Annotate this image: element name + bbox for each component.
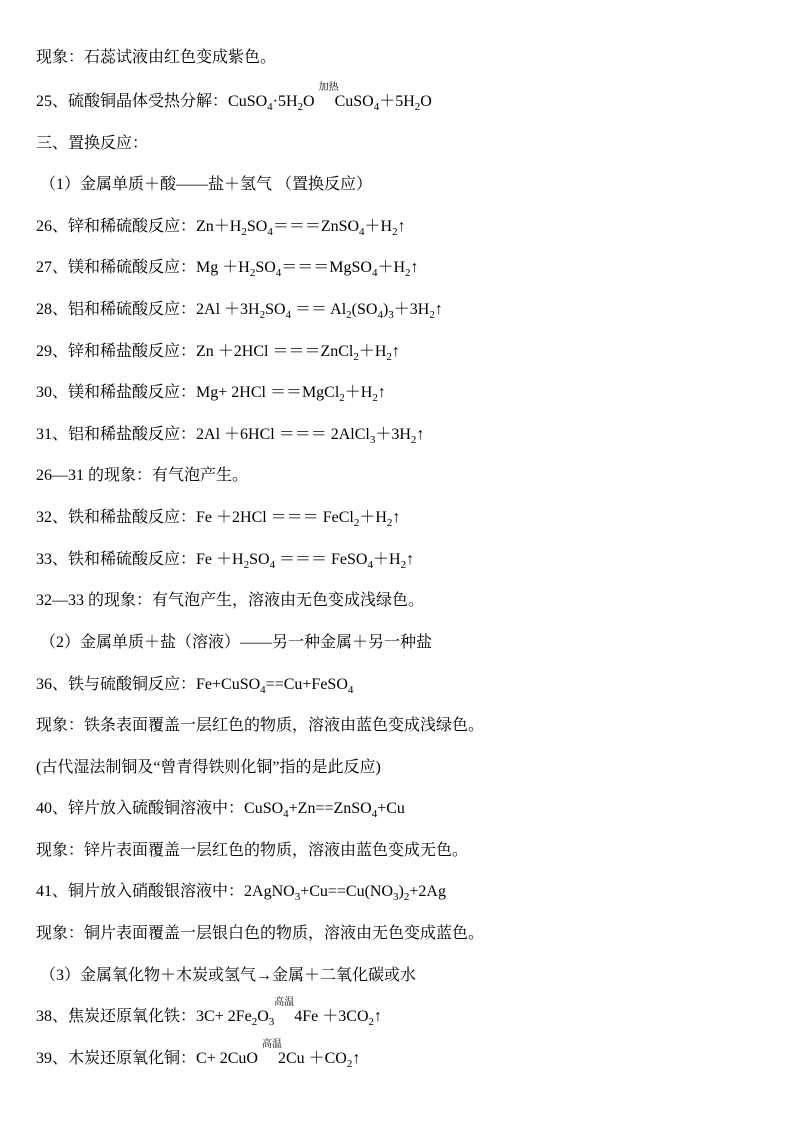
equation-line-26: 26、锌和稀硫酸反应：$Zn+H_2SO_4===ZnSO_4+H_2↑$ <box>36 218 406 238</box>
equation-line-40: 40、锌片放入硫酸铜溶液中：CuSO$_4$+Zn==ZnSO$_4$+Cu <box>36 800 405 820</box>
subsection-heading: （2）金属单质＋盐（溶液）——另一种金属＋另一种盐 <box>40 634 433 651</box>
equation-line-38: 38、焦炭还原氧化铁：$3C+ 2Fe_2O_3$ 高温 $4Fe +3CO_2↑$ <box>36 997 383 1028</box>
equation-line-41: 41、铜片放入硝酸银溶液中：$2AgNO_3+Cu==Cu(NO_3)_2+2Ag$ <box>36 883 446 903</box>
equation-line-32: 32、铁和稀盐酸反应：Fe ＋2HCl ＝＝＝ $FeCl_2+H_2↑$ <box>36 509 401 529</box>
equation: 2Al ＋6HCl ＝＝＝ $2AlCl_3+3H_2↑$ <box>196 426 425 446</box>
equation: $CuSO_4\cdot 5H_2O$ 加热 $CuSO_4+5H_2O$ <box>228 82 432 113</box>
equation-line-33: 33、铁和稀硫酸反应：$Fe +H_2SO_4$ ＝＝＝ $FeSO_4+H_2↑$ <box>36 551 415 571</box>
equation: $2Al +3H_2SO_4$ ＝＝ $Al_2(SO_4)_3+3H_2↑$ <box>196 301 443 321</box>
reaction-condition: 加热 <box>318 82 339 93</box>
equation: $Zn+H_2SO_4===ZnSO_4+H_2↑$ <box>196 218 406 238</box>
reaction-condition: 高温 <box>261 1039 282 1050</box>
note-line: (古代湿法制铜及“曾青得铁则化铜”指的是此反应) <box>36 759 381 776</box>
equation-line-39: 39、木炭还原氧化铜：C+ 2CuO 高温 $2Cu +CO_2↑$ <box>36 1039 361 1070</box>
equation: $Mg +H_2SO_4===MgSO_4+H_2↑$ <box>196 259 419 279</box>
text-line: 现象：石蕊试液由红色变成紫色。 <box>36 49 277 66</box>
phenomenon-line: 现象：铜片表面覆盖一层银白色的物质，溶液由无色变成蓝色。 <box>36 925 485 942</box>
equation: Fe ＋2HCl ＝＝＝ $FeCl_2+H_2↑$ <box>196 509 401 529</box>
phenomenon-line: 26—31 的现象：有气泡产生。 <box>36 467 249 484</box>
equation-line-29: 29、锌和稀盐酸反应：$Zn +2HCl ===ZnCl_2+H_2↑$ <box>36 343 400 363</box>
phenomenon-line: 32—33 的现象：有气泡产生，溶液由无色变成浅绿色。 <box>36 592 425 609</box>
equation: $2AgNO_3+Cu==Cu(NO_3)_2+2Ag$ <box>244 883 446 903</box>
phenomenon-line: 现象：铁条表面覆盖一层红色的物质，溶液由蓝色变成浅绿色。 <box>36 717 485 734</box>
equation-line-31: 31、铝和稀盐酸反应：2Al ＋6HCl ＝＝＝ $2AlCl_3+3H_2↑$ <box>36 426 425 446</box>
equation: $Mg+ 2HCl ==MgCl_2+H_2↑$ <box>196 384 386 404</box>
subsection-heading: （3）金属氧化物＋木炭或氢气→金属＋二氧化碳或水 <box>40 967 417 984</box>
equation: $Zn +2HCl ===ZnCl_2+H_2↑$ <box>196 343 400 363</box>
equation-line-36: 36、铁与硫酸铜反应：Fe+CuSO$_4$==Cu+FeSO$_4$ <box>36 676 354 696</box>
equation: $Fe +H_2SO_4$ ＝＝＝ $FeSO_4+H_2↑$ <box>196 551 415 571</box>
equation-line-30: 30、镁和稀盐酸反应：$Mg+ 2HCl ==MgCl_2+H_2↑$ <box>36 384 386 404</box>
phenomenon-line: 现象：锌片表面覆盖一层红色的物质，溶液由蓝色变成无色。 <box>36 842 469 859</box>
equation: Fe+CuSO$_4$==Cu+FeSO$_4$ <box>196 676 354 696</box>
equation: $3C+ 2Fe_2O_3$ 高温 $4Fe +3CO_2↑$ <box>196 997 383 1028</box>
reaction-condition: 高温 <box>274 997 295 1008</box>
equation-line-25: 25、硫酸铜晶体受热分解：$CuSO_4\cdot 5H_2O$ 加热 $CuSO_4+5H_2O$ <box>36 82 432 113</box>
equation-line-27: 27、镁和稀硫酸反应：$Mg +H_2SO_4===MgSO_4+H_2↑$ <box>36 259 419 279</box>
section-heading: 三、置换反应： <box>36 135 149 152</box>
equation: CuSO$_4$+Zn==ZnSO$_4$+Cu <box>244 800 405 820</box>
equation: C+ 2CuO 高温 $2Cu +CO_2↑$ <box>196 1039 361 1070</box>
subsection-heading: （1）金属单质＋酸——盐＋氢气 （置换反应） <box>40 176 373 193</box>
equation-line-28: 28、铝和稀硫酸反应：$2Al +3H_2SO_4$ ＝＝ $Al_2(SO_4)_3+3H_2↑$ <box>36 301 443 321</box>
